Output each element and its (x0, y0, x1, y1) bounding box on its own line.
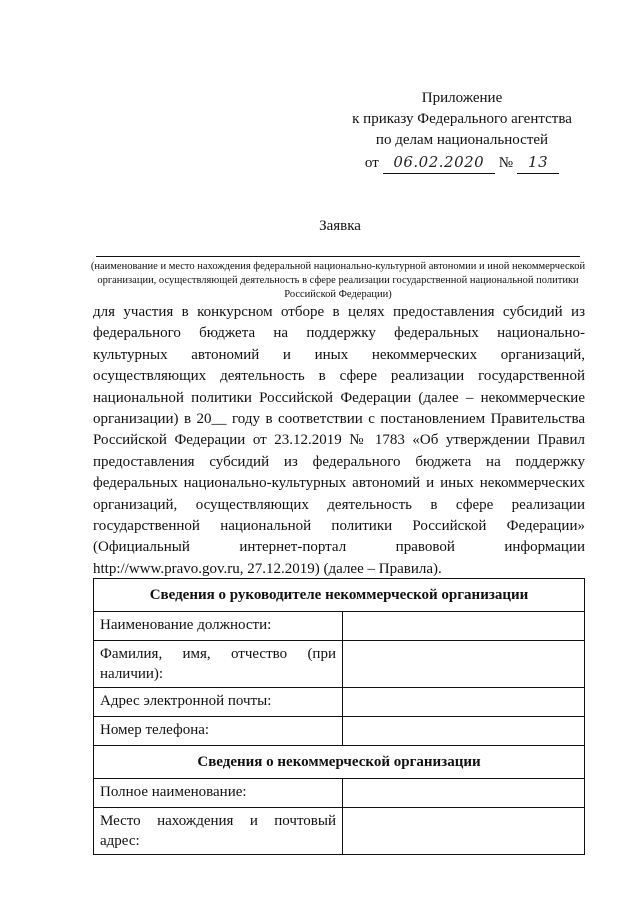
row-label-phone: Номер телефона: (94, 717, 343, 746)
value-cell-address[interactable] (343, 808, 585, 855)
value-cell-full-name[interactable] (343, 641, 585, 688)
row-label-full-name (94, 641, 343, 688)
appendix-header (342, 88, 582, 174)
row-label-full-name-text: Фамилия, имя, отчество (при наличии): (100, 646, 336, 682)
table-row (94, 808, 585, 855)
table-row (94, 779, 585, 808)
row-label-address (94, 808, 343, 855)
application-info-table (93, 578, 585, 855)
handwritten-number: 13 (517, 152, 559, 174)
section-head-director: Сведения о руководителе некоммерческой организации (94, 579, 585, 612)
order-date-number-line (342, 152, 582, 174)
appendix-line-3: по делам национальностей (375, 132, 549, 148)
table-row (94, 641, 585, 688)
appendix-line-1: Приложение (421, 90, 503, 106)
value-cell-phone[interactable] (343, 717, 585, 746)
table-row (94, 612, 585, 641)
row-label-position: Наименование должности: (94, 612, 343, 641)
organization-name-line (96, 256, 580, 257)
application-body-text: для участия в конкурсном отборе в целях предоставления субсидий из федерального бюджета на поддержку федеральных национально-культурных автономий и иных некоммерческих организаций, осуществляющих деятельность в сфере реализации государственной национальной политики Российской Федерации (далее – некоммерческие организации) в 20__ году в соответствии с постановлением Правительства Российской Федерации от 23.12.2019 № 1783 «Об утверждении Правил предоставления субсидий из федерального бюджета на поддержку федеральных национально-культурных автономий и иных некоммерческих организаций, осуществляющих деятельность в сфере реализации государственной национальной политики Российской Федерации» (Официальный интернет-портал правовой информации http://www.pravo.gov.ru, 27.12.2019) (далее – Правила). (93, 304, 585, 577)
row-label-email: Адрес электронной почты: (94, 688, 343, 717)
document-title: Заявка (319, 218, 361, 234)
table-row (94, 688, 585, 717)
value-cell-email[interactable] (343, 688, 585, 717)
number-label: № (498, 155, 514, 171)
handwritten-date: 06.02.2020 (383, 152, 495, 174)
value-cell-org-full-name[interactable] (343, 779, 585, 808)
organization-name-caption: (наименование и место нахождения федеральной национально-культурной автономии и иной некоммерческой организации, осуществляющей деятельность в сфере реализации государственной национальной политики Российской Федерации) (90, 261, 586, 300)
appendix-line-2: к приказу Федерального агентства (352, 111, 572, 127)
value-cell-position[interactable] (343, 612, 585, 641)
section-head-organization: Сведения о некоммерческой организации (94, 746, 585, 779)
row-label-org-full-name: Полное наименование: (94, 779, 343, 808)
row-label-address-text: Место нахождения и почтовый адрес: (100, 813, 336, 849)
table-row (94, 717, 585, 746)
from-label: от (364, 155, 379, 171)
